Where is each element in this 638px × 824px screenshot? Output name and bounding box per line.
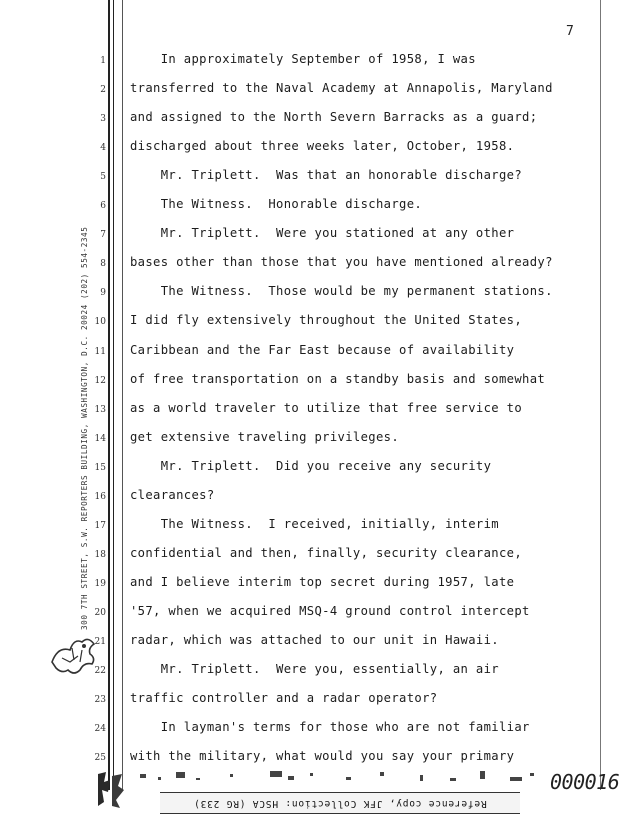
- transcript-line: [0, 139, 610, 159]
- line-number: 21: [94, 637, 106, 647]
- line-number: 16: [94, 491, 106, 502]
- transcript-line: [0, 575, 610, 595]
- transcript-line: [0, 168, 610, 188]
- line-number: 5: [100, 172, 106, 183]
- line-number: 9: [100, 288, 106, 299]
- line-text: transferred to the Naval Academy at Annapolis, Maryland: [130, 81, 553, 96]
- eagle-stamp-icon: [48, 632, 100, 678]
- line-text: of free transportation on a standby basis and somewhat: [130, 371, 546, 386]
- line-number: 18: [94, 549, 106, 560]
- line-text: Mr. Triplett. Were you stationed at any other: [130, 226, 515, 241]
- line-number: 1: [100, 56, 106, 66]
- line-text: with the military, what would you say your primary: [130, 749, 515, 764]
- line-number: 11: [94, 346, 106, 357]
- transcript-line: [0, 226, 610, 246]
- line-text: clearances?: [130, 487, 215, 502]
- page-number: 7: [566, 24, 574, 39]
- line-text: Mr. Triplett. Was that an honorable discharge?: [130, 168, 523, 183]
- line-text: In layman's terms for those who are not familiar: [130, 720, 530, 735]
- line-text: get extensive traveling privileges.: [130, 429, 400, 444]
- line-text: The Witness. Honorable discharge.: [130, 197, 423, 212]
- transcript-line: [0, 720, 610, 740]
- reporter-address: 300 7TH STREET, S.W. REPORTERS BUILDING, WASHINGTON, D.C. 20024 (202) 554-2345: [80, 226, 89, 630]
- transcript-line: [0, 197, 610, 217]
- line-number: 17: [94, 520, 106, 531]
- transcript-line: [0, 749, 610, 769]
- transcript-line: [0, 52, 610, 72]
- transcript-line: [0, 284, 610, 304]
- transcript-line: [0, 255, 610, 275]
- line-text: and I believe interim top secret during 1957, late: [130, 574, 515, 589]
- transcript-line: [0, 343, 610, 363]
- transcript-line: [0, 110, 610, 130]
- line-number: 15: [94, 462, 106, 473]
- line-number: 3: [100, 114, 106, 125]
- line-text: discharged about three weeks later, October, 1958.: [130, 139, 515, 154]
- line-text: as a world traveler to utilize that free service to: [130, 400, 523, 415]
- transcript-line: [0, 401, 610, 421]
- line-text: and assigned to the North Severn Barracks as a guard;: [130, 110, 538, 125]
- line-text: bases other than those that you have mentioned already?: [130, 255, 553, 270]
- transcript-line: [0, 488, 610, 508]
- line-number: 14: [94, 433, 106, 444]
- line-number: 22: [94, 666, 106, 677]
- line-number: 13: [94, 404, 106, 415]
- line-text: Caribbean and the Far East because of availability: [130, 342, 515, 357]
- line-text: traffic controller and a radar operator?: [130, 691, 438, 706]
- transcript-line: [0, 691, 610, 711]
- transcript-line: [0, 313, 610, 333]
- line-number: 2: [100, 85, 106, 96]
- line-number: 4: [100, 143, 106, 154]
- line-number: 7: [100, 230, 106, 241]
- line-number: 25: [94, 753, 106, 764]
- line-number: 19: [94, 578, 106, 589]
- line-number: 10: [94, 317, 106, 328]
- line-number: 24: [94, 724, 106, 735]
- line-text: Mr. Triplett. Did you receive any security: [130, 458, 492, 473]
- line-text: radar, which was attached to our unit in Hawaii.: [130, 633, 499, 647]
- line-number: 6: [100, 201, 106, 212]
- line-text: The Witness. I received, initially, interim: [130, 516, 499, 531]
- line-number: 12: [94, 375, 106, 386]
- transcript-line: [0, 546, 610, 566]
- transcript-line: [0, 604, 610, 624]
- line-number: 8: [100, 259, 106, 270]
- transcript-line: [0, 81, 610, 101]
- transcript-line: [0, 459, 610, 479]
- line-number: 20: [94, 607, 106, 618]
- line-text: The Witness. Those would be my permanent stations.: [130, 284, 553, 299]
- line-number: 23: [94, 695, 106, 706]
- line-text: In approximately September of 1958, I was: [130, 52, 476, 66]
- document-number: 000016: [550, 770, 620, 794]
- transcript-line: [0, 517, 610, 537]
- line-text: I did fly extensively throughout the United States,: [130, 313, 523, 328]
- reference-text: Reference copy, JFK Collection: HSCA (RG 233): [193, 798, 487, 809]
- transcript-line: [0, 430, 610, 450]
- line-text: '57, when we acquired MSQ-4 ground control intercept: [130, 603, 530, 618]
- reference-strip: [160, 792, 520, 814]
- scan-noise: [100, 768, 610, 790]
- line-text: confidential and then, finally, security clearance,: [130, 545, 523, 560]
- transcript-line: [0, 372, 610, 392]
- line-text: Mr. Triplett. Were you, essentially, an air: [130, 662, 499, 677]
